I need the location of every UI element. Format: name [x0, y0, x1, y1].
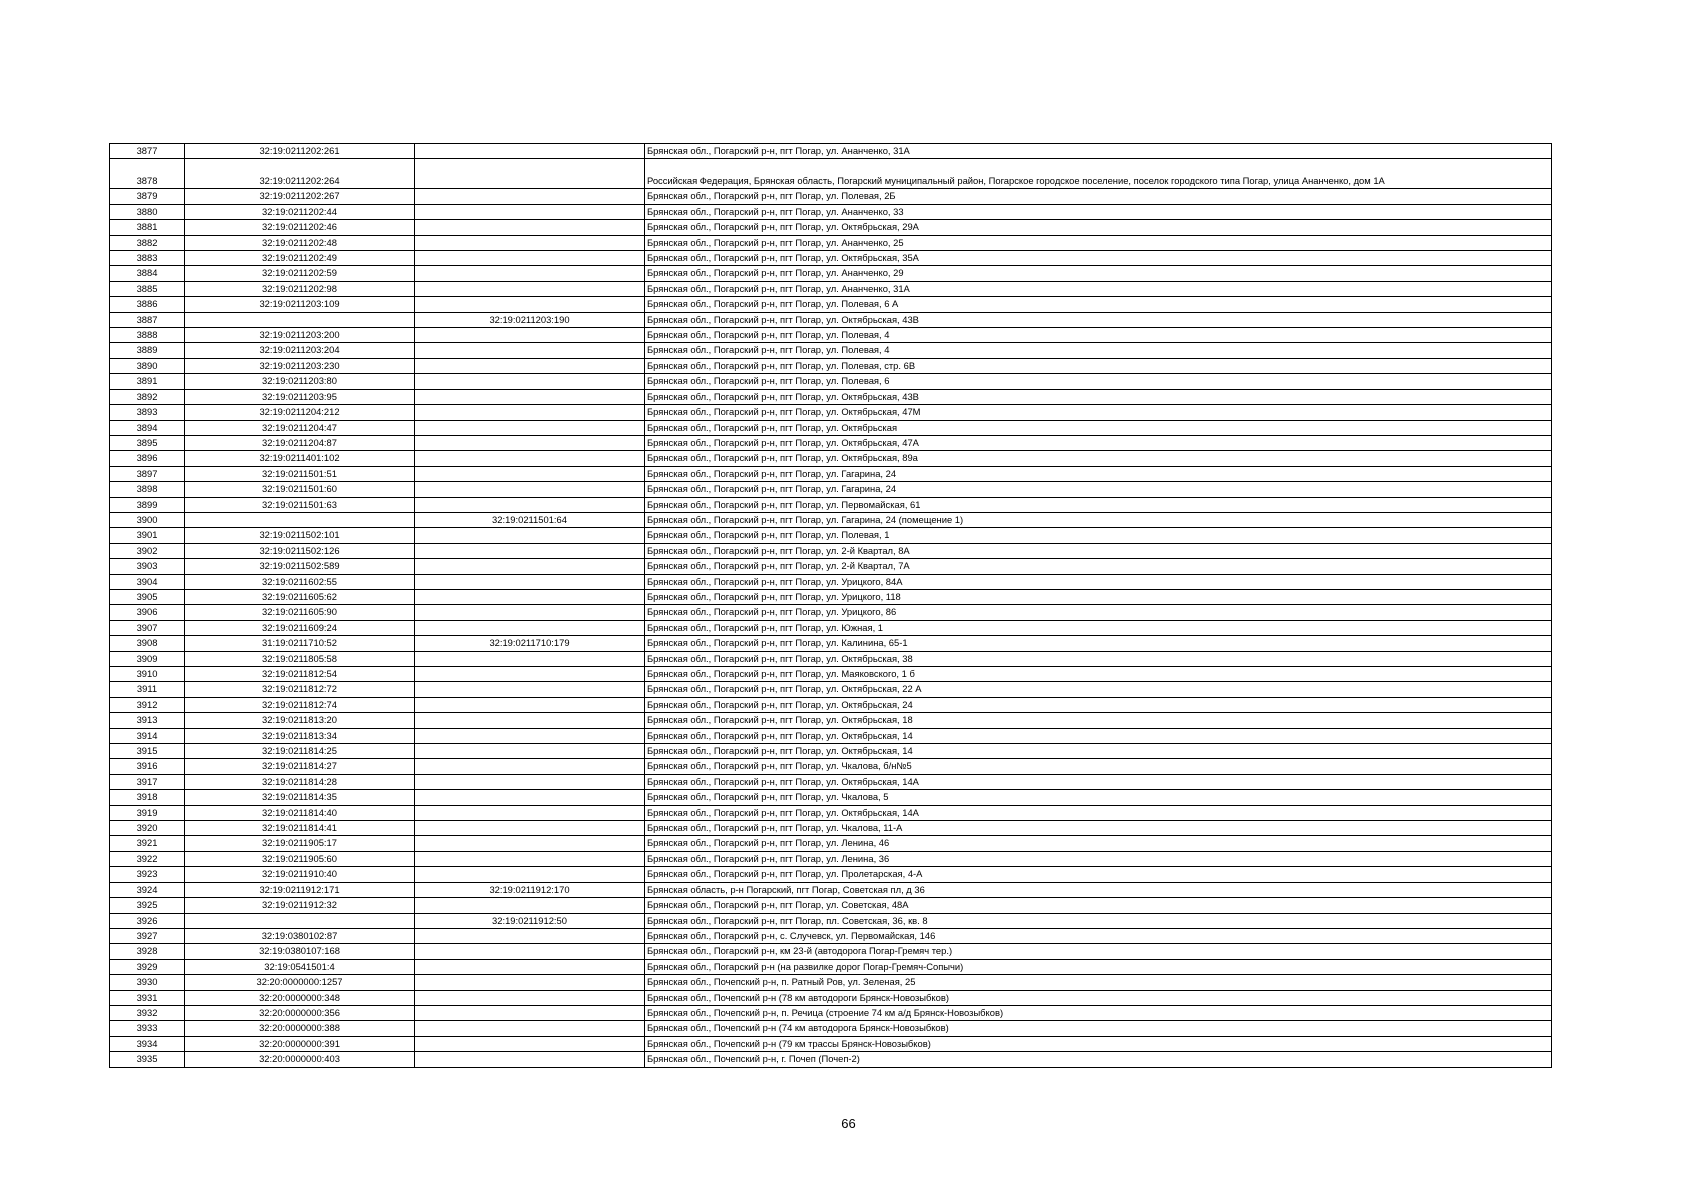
table-row: [110, 728, 1552, 743]
cadastral-number-cell: 32:19:0211910:40: [185, 867, 415, 882]
address-cell: Брянская обл., Погарский р-н, пгт Погар, ул. Ананченко, 25: [645, 235, 1552, 250]
related-cadastral-number-cell: [415, 589, 645, 604]
related-cadastral-number-cell: [415, 1021, 645, 1036]
row-number-cell: 3879: [110, 189, 185, 204]
related-cadastral-number-cell: [415, 466, 645, 481]
related-cadastral-number-cell: [415, 790, 645, 805]
address-cell: Брянская обл., Погарский р-н, пгт Погар, ул. Октябрьская, 89а: [645, 451, 1552, 466]
cadastral-number-cell: 32:19:0211905:60: [185, 851, 415, 866]
cadastral-number-cell: 32:19:0211605:90: [185, 605, 415, 620]
row-number-cell: 3929: [110, 959, 185, 974]
related-cadastral-number-cell: [415, 944, 645, 959]
related-cadastral-number-cell: 32:19:0211203:190: [415, 312, 645, 327]
cadastral-number-cell: [185, 512, 415, 527]
table-row: [110, 497, 1552, 512]
table-row: [110, 882, 1552, 897]
address-cell: Брянская обл., Погарский р-н, пгт Погар, ул. Октябрьская, 14А: [645, 774, 1552, 789]
address-cell: Брянская обл., Погарский р-н, пгт Погар, ул. Маяковского, 1 б: [645, 667, 1552, 682]
address-cell: Брянская обл., Погарский р-н, пгт Погар, ул. Ананченко, 29: [645, 266, 1552, 281]
address-cell: Брянская обл., Погарский р-н, пгт Погар, ул. Октябрьская, 14: [645, 744, 1552, 759]
related-cadastral-number-cell: [415, 543, 645, 558]
address-cell: Брянская обл., Погарский р-н, пгт Погар, пл. Советская, 36, кв. 8: [645, 913, 1552, 928]
row-number-cell: 3917: [110, 774, 185, 789]
address-cell: Брянская обл., Погарский р-н, пгт Погар, ул. Октябрьская, 35А: [645, 251, 1552, 266]
related-cadastral-number-cell: [415, 774, 645, 789]
cadastral-number-cell: 32:20:0000000:388: [185, 1021, 415, 1036]
cadastral-number-cell: 32:19:0211401:102: [185, 451, 415, 466]
related-cadastral-number-cell: [415, 574, 645, 589]
related-cadastral-number-cell: [415, 682, 645, 697]
table-row: [110, 312, 1552, 327]
row-number-cell: 3915: [110, 744, 185, 759]
related-cadastral-number-cell: [415, 851, 645, 866]
row-number-cell: 3920: [110, 821, 185, 836]
address-cell: Брянская обл., Погарский р-н, пгт Погар, ул. Ананченко, 31А: [645, 281, 1552, 296]
row-number-cell: 3902: [110, 543, 185, 558]
row-number-cell: 3935: [110, 1052, 185, 1067]
cadastral-number-cell: 32:19:0211812:72: [185, 682, 415, 697]
row-number-cell: 3898: [110, 482, 185, 497]
cadastral-number-cell: 32:19:0211814:28: [185, 774, 415, 789]
cadastral-number-cell: 32:20:0000000:348: [185, 990, 415, 1005]
cadastral-number-cell: 32:19:0211202:48: [185, 235, 415, 250]
related-cadastral-number-cell: [415, 959, 645, 974]
address-cell: Брянская обл., Погарский р-н, пгт Погар, ул. Октябрьская, 43В: [645, 312, 1552, 327]
row-number-cell: 3916: [110, 759, 185, 774]
table-row: [110, 805, 1552, 820]
row-number-cell: 3880: [110, 204, 185, 219]
cadastral-number-cell: 32:19:0211501:51: [185, 466, 415, 481]
table-row: [110, 713, 1552, 728]
table-row: [110, 451, 1552, 466]
address-cell: Брянская обл., Погарский р-н, пгт Погар, ул. Октябрьская, 47М: [645, 405, 1552, 420]
address-cell: Брянская обл., Почепский р-н, п. Речица (строение 74 км а/д Брянск-Новозыбков): [645, 1005, 1552, 1020]
address-cell: Брянская обл., Погарский р-н, пгт Погар, ул. Урицкого, 86: [645, 605, 1552, 620]
table-row: [110, 898, 1552, 913]
cadastral-number-cell: 32:19:0211202:98: [185, 281, 415, 296]
cadastral-number-cell: 32:19:0211202:44: [185, 204, 415, 219]
related-cadastral-number-cell: [415, 728, 645, 743]
address-cell: Брянская обл., Погарский р-н, пгт Погар, ул. Первомайская, 61: [645, 497, 1552, 512]
related-cadastral-number-cell: [415, 667, 645, 682]
address-cell: Брянская обл., Погарский р-н, с. Случевск, ул. Первомайская, 146: [645, 928, 1552, 943]
table-row: [110, 836, 1552, 851]
row-number-cell: 3933: [110, 1021, 185, 1036]
address-cell: Брянская обл., Погарский р-н, пгт Погар, ул. Октябрьская, 14: [645, 728, 1552, 743]
page-number: 66: [841, 1116, 856, 1131]
related-cadastral-number-cell: [415, 266, 645, 281]
related-cadastral-number-cell: [415, 805, 645, 820]
table-row: [110, 744, 1552, 759]
row-number-cell: 3906: [110, 605, 185, 620]
cadastral-number-cell: 32:20:0000000:403: [185, 1052, 415, 1067]
related-cadastral-number-cell: [415, 159, 645, 189]
cadastral-number-cell: 32:19:0211203:204: [185, 343, 415, 358]
address-cell: Российская Федерация, Брянская область, Погарский муниципальный район, Погарское городское поселение, поселок городского типа Погар, улица Ананченко, дом 1А: [645, 159, 1552, 189]
table-row: [110, 466, 1552, 481]
address-cell: Брянская обл., Погарский р-н, пгт Погар, ул. Гагарина, 24: [645, 466, 1552, 481]
cadastral-number-cell: 32:19:0211812:54: [185, 667, 415, 682]
cadastral-number-cell: 32:20:0000000:391: [185, 1036, 415, 1051]
row-number-cell: 3909: [110, 651, 185, 666]
cadastral-number-cell: 32:19:0211203:109: [185, 297, 415, 312]
related-cadastral-number-cell: [415, 990, 645, 1005]
row-number-cell: 3882: [110, 235, 185, 250]
address-cell: Брянская обл., Почепский р-н, г. Почеп (Почеп-2): [645, 1052, 1552, 1067]
cadastral-number-cell: 32:19:0211814:27: [185, 759, 415, 774]
row-number-cell: 3923: [110, 867, 185, 882]
related-cadastral-number-cell: [415, 759, 645, 774]
cadastral-number-cell: 32:19:0211905:17: [185, 836, 415, 851]
row-number-cell: 3931: [110, 990, 185, 1005]
row-number-cell: 3893: [110, 405, 185, 420]
related-cadastral-number-cell: [415, 144, 645, 159]
row-number-cell: 3907: [110, 620, 185, 635]
address-cell: Брянская обл., Погарский р-н, пгт Погар, ул. Полевая, 6: [645, 374, 1552, 389]
row-number-cell: 3878: [110, 159, 185, 189]
address-cell: Брянская обл., Почепский р-н, п. Ратный Ров, ул. Зеленая, 25: [645, 975, 1552, 990]
row-number-cell: 3889: [110, 343, 185, 358]
address-cell: Брянская обл., Погарский р-н, пгт Погар, ул. Октябрьская, 38: [645, 651, 1552, 666]
row-number-cell: 3877: [110, 144, 185, 159]
cadastral-number-cell: 32:19:0380107:168: [185, 944, 415, 959]
cadastral-number-cell: 32:19:0211814:25: [185, 744, 415, 759]
table-row: [110, 821, 1552, 836]
cadastral-number-cell: 32:20:0000000:356: [185, 1005, 415, 1020]
address-cell: Брянская обл., Почепский р-н (74 км автодорога Брянск-Новозыбков): [645, 1021, 1552, 1036]
address-cell: Брянская обл., Погарский р-н, пгт Погар, ул. Октябрьская, 43В: [645, 389, 1552, 404]
cadastral-number-cell: [185, 312, 415, 327]
row-number-cell: 3913: [110, 713, 185, 728]
table-row: [110, 913, 1552, 928]
cadastral-number-cell: 32:19:0211202:49: [185, 251, 415, 266]
registry-sheet: [109, 143, 1551, 1068]
table-row: [110, 790, 1552, 805]
address-cell: Брянская обл., Погарский р-н, пгт Погар, ул. Урицкого, 84А: [645, 574, 1552, 589]
address-cell: Брянская обл., Погарский р-н, пгт Погар, ул. Урицкого, 118: [645, 589, 1552, 604]
related-cadastral-number-cell: [415, 1052, 645, 1067]
table-row: [110, 867, 1552, 882]
address-cell: Брянская обл., Погарский р-н, пгт Погар, ул. Полевая, 4: [645, 328, 1552, 343]
row-number-cell: 3922: [110, 851, 185, 866]
row-number-cell: 3896: [110, 451, 185, 466]
row-number-cell: 3934: [110, 1036, 185, 1051]
address-cell: Брянская обл., Погарский р-н, пгт Погар, ул. 2-й Квартал, 7А: [645, 559, 1552, 574]
table-row: [110, 559, 1552, 574]
related-cadastral-number-cell: [415, 482, 645, 497]
row-number-cell: 3884: [110, 266, 185, 281]
cadastral-number-cell: 32:19:0211813:20: [185, 713, 415, 728]
address-cell: Брянская обл., Погарский р-н, пгт Погар, ул. Гагарина, 24 (помещение 1): [645, 512, 1552, 527]
address-cell: Брянская обл., Погарский р-н, пгт Погар, ул. Октябрьская, 22 А: [645, 682, 1552, 697]
table-row: [110, 266, 1552, 281]
related-cadastral-number-cell: [415, 836, 645, 851]
address-cell: Брянская обл., Погарский р-н, пгт Погар, ул. Калинина, 65-1: [645, 636, 1552, 651]
row-number-cell: 3910: [110, 667, 185, 682]
row-number-cell: 3912: [110, 697, 185, 712]
row-number-cell: 3892: [110, 389, 185, 404]
row-number-cell: 3901: [110, 528, 185, 543]
table-row: [110, 420, 1552, 435]
row-number-cell: 3885: [110, 281, 185, 296]
table-row: [110, 851, 1552, 866]
cadastral-number-cell: 32:19:0211814:41: [185, 821, 415, 836]
address-cell: Брянская обл., Погарский р-н, пгт Погар, ул. Полевая, стр. 6В: [645, 358, 1552, 373]
table-row: [110, 990, 1552, 1005]
cadastral-number-cell: 32:19:0211912:32: [185, 898, 415, 913]
row-number-cell: 3905: [110, 589, 185, 604]
address-cell: Брянская область, р-н Погарский, пгт Погар, Советская пл, д 36: [645, 882, 1552, 897]
row-number-cell: 3926: [110, 913, 185, 928]
cadastral-number-cell: 32:19:0211813:34: [185, 728, 415, 743]
related-cadastral-number-cell: [415, 451, 645, 466]
table-row: [110, 543, 1552, 558]
row-number-cell: 3924: [110, 882, 185, 897]
table-row: [110, 928, 1552, 943]
related-cadastral-number-cell: 32:19:0211912:170: [415, 882, 645, 897]
related-cadastral-number-cell: [415, 358, 645, 373]
related-cadastral-number-cell: [415, 697, 645, 712]
table-row: [110, 251, 1552, 266]
table-row: [110, 1052, 1552, 1067]
row-number-cell: 3919: [110, 805, 185, 820]
address-cell: Брянская обл., Погарский р-н, пгт Погар, ул. Ленина, 36: [645, 851, 1552, 866]
cadastral-number-cell: 32:19:0211814:40: [185, 805, 415, 820]
cadastral-number-cell: 32:19:0211501:60: [185, 482, 415, 497]
row-number-cell: 3895: [110, 435, 185, 450]
cadastral-number-cell: 32:19:0211502:126: [185, 543, 415, 558]
cadastral-number-cell: 32:19:0211204:212: [185, 405, 415, 420]
related-cadastral-number-cell: [415, 420, 645, 435]
cadastral-number-cell: 32:19:0211609:24: [185, 620, 415, 635]
related-cadastral-number-cell: [415, 744, 645, 759]
address-cell: Брянская обл., Погарский р-н, пгт Погар, ул. Полевая, 4: [645, 343, 1552, 358]
row-number-cell: 3887: [110, 312, 185, 327]
table-row: [110, 1005, 1552, 1020]
row-number-cell: 3900: [110, 512, 185, 527]
cadastral-number-cell: 32:19:0211814:35: [185, 790, 415, 805]
cadastral-number-cell: 32:19:0211203:230: [185, 358, 415, 373]
related-cadastral-number-cell: [415, 975, 645, 990]
related-cadastral-number-cell: [415, 1036, 645, 1051]
related-cadastral-number-cell: [415, 251, 645, 266]
table-row: [110, 574, 1552, 589]
address-cell: Брянская обл., Погарский р-н, пгт Погар, ул. 2-й Квартал, 8А: [645, 543, 1552, 558]
cadastral-number-cell: 32:19:0211602:55: [185, 574, 415, 589]
related-cadastral-number-cell: [415, 898, 645, 913]
related-cadastral-number-cell: [415, 435, 645, 450]
related-cadastral-number-cell: [415, 281, 645, 296]
table-row: [110, 512, 1552, 527]
cadastral-number-cell: 32:19:0541501:4: [185, 959, 415, 974]
address-cell: Брянская обл., Погарский р-н, пгт Погар, ул. Советская, 48А: [645, 898, 1552, 913]
table-row: [110, 235, 1552, 250]
address-cell: Брянская обл., Погарский р-н, пгт Погар, ул. Гагарина, 24: [645, 482, 1552, 497]
row-number-cell: 3918: [110, 790, 185, 805]
row-number-cell: 3888: [110, 328, 185, 343]
cadastral-number-cell: 32:19:0211805:58: [185, 651, 415, 666]
related-cadastral-number-cell: [415, 297, 645, 312]
row-number-cell: 3903: [110, 559, 185, 574]
table-row: [110, 297, 1552, 312]
related-cadastral-number-cell: [415, 189, 645, 204]
cadastral-number-cell: 32:19:0211502:589: [185, 559, 415, 574]
related-cadastral-number-cell: [415, 651, 645, 666]
row-number-cell: 3925: [110, 898, 185, 913]
table-row: [110, 435, 1552, 450]
related-cadastral-number-cell: [415, 497, 645, 512]
row-number-cell: 3932: [110, 1005, 185, 1020]
table-row: [110, 189, 1552, 204]
table-row: [110, 759, 1552, 774]
row-number-cell: 3883: [110, 251, 185, 266]
related-cadastral-number-cell: [415, 343, 645, 358]
table-row: [110, 589, 1552, 604]
row-number-cell: 3886: [110, 297, 185, 312]
table-row: [110, 605, 1552, 620]
related-cadastral-number-cell: [415, 928, 645, 943]
cadastral-number-cell: 32:19:0211202:261: [185, 144, 415, 159]
address-cell: Брянская обл., Погарский р-н, пгт Погар, ул. Пролетарская, 4-А: [645, 867, 1552, 882]
table-row: [110, 944, 1552, 959]
cadastral-number-cell: 32:19:0211202:59: [185, 266, 415, 281]
table-row: [110, 697, 1552, 712]
table-row: [110, 528, 1552, 543]
related-cadastral-number-cell: [415, 605, 645, 620]
table-row: [110, 204, 1552, 219]
cadastral-number-cell: 32:19:0211912:171: [185, 882, 415, 897]
address-cell: Брянская обл., Погарский р-н, пгт Погар, ул. Ленина, 46: [645, 836, 1552, 851]
cadastral-number-cell: [185, 913, 415, 928]
row-number-cell: 3921: [110, 836, 185, 851]
table-row: [110, 774, 1552, 789]
table-row: [110, 651, 1552, 666]
address-cell: Брянская обл., Погарский р-н, пгт Погар, ул. Чкалова, 11-А: [645, 821, 1552, 836]
cadastral-number-cell: 32:19:0211501:63: [185, 497, 415, 512]
related-cadastral-number-cell: [415, 405, 645, 420]
address-cell: Брянская обл., Погарский р-н (на развилке дорог Погар-Гремяч-Сопычи): [645, 959, 1552, 974]
row-number-cell: 3914: [110, 728, 185, 743]
row-number-cell: 3928: [110, 944, 185, 959]
address-cell: Брянская обл., Погарский р-н, пгт Погар, ул. Ананченко, 31А: [645, 144, 1552, 159]
table-row: [110, 1021, 1552, 1036]
row-number-cell: 3927: [110, 928, 185, 943]
table-row: [110, 636, 1552, 651]
related-cadastral-number-cell: [415, 528, 645, 543]
table-row: [110, 405, 1552, 420]
row-number-cell: 3904: [110, 574, 185, 589]
cadastral-number-cell: 32:19:0211202:267: [185, 189, 415, 204]
related-cadastral-number-cell: [415, 235, 645, 250]
cadastral-number-cell: 32:20:0000000:1257: [185, 975, 415, 990]
cadastral-number-cell: 32:19:0211204:47: [185, 420, 415, 435]
address-cell: Брянская обл., Погарский р-н, пгт Погар, ул. Полевая, 2Б: [645, 189, 1552, 204]
registry-table-body: [110, 144, 1552, 1068]
cadastral-number-cell: 32:19:0211502:101: [185, 528, 415, 543]
related-cadastral-number-cell: [415, 204, 645, 219]
related-cadastral-number-cell: [415, 867, 645, 882]
table-row: [110, 343, 1552, 358]
table-row: [110, 620, 1552, 635]
address-cell: Брянская обл., Погарский р-н, пгт Погар, ул. Ананченко, 33: [645, 204, 1552, 219]
table-row: [110, 682, 1552, 697]
address-cell: Брянская обл., Погарский р-н, пгт Погар, ул. Полевая, 6 А: [645, 297, 1552, 312]
cadastral-number-cell: 32:19:0211605:62: [185, 589, 415, 604]
cadastral-number-cell: 32:19:0211202:46: [185, 220, 415, 235]
table-row: [110, 482, 1552, 497]
cadastral-number-cell: 32:19:0211203:80: [185, 374, 415, 389]
cadastral-number-cell: 32:19:0380102:87: [185, 928, 415, 943]
table-row: [110, 281, 1552, 296]
related-cadastral-number-cell: [415, 821, 645, 836]
cadastral-number-cell: 31:19:0211710:52: [185, 636, 415, 651]
table-row: [110, 374, 1552, 389]
address-cell: Брянская обл., Погарский р-н, пгт Погар, ул. Октябрьская, 18: [645, 713, 1552, 728]
related-cadastral-number-cell: [415, 1005, 645, 1020]
table-row: [110, 667, 1552, 682]
address-cell: Брянская обл., Погарский р-н, пгт Погар, ул. Чкалова, б/н№5: [645, 759, 1552, 774]
related-cadastral-number-cell: [415, 389, 645, 404]
table-row: [110, 159, 1552, 189]
row-number-cell: 3911: [110, 682, 185, 697]
related-cadastral-number-cell: [415, 713, 645, 728]
row-number-cell: 3890: [110, 358, 185, 373]
row-number-cell: 3899: [110, 497, 185, 512]
table-row: [110, 975, 1552, 990]
related-cadastral-number-cell: [415, 559, 645, 574]
address-cell: Брянская обл., Погарский р-н, пгт Погар, ул. Октябрьская: [645, 420, 1552, 435]
address-cell: Брянская обл., Погарский р-н, км 23-й (автодорога Погар-Гремяч тер.): [645, 944, 1552, 959]
cadastral-number-cell: 32:19:0211203:200: [185, 328, 415, 343]
registry-table: [109, 143, 1552, 1068]
related-cadastral-number-cell: 32:19:0211710:179: [415, 636, 645, 651]
cadastral-number-cell: 32:19:0211204:87: [185, 435, 415, 450]
cadastral-number-cell: 32:19:0211203:95: [185, 389, 415, 404]
table-row: [110, 328, 1552, 343]
table-row: [110, 959, 1552, 974]
table-row: [110, 358, 1552, 373]
table-row: [110, 389, 1552, 404]
cadastral-number-cell: 32:19:0211202:264: [185, 159, 415, 189]
row-number-cell: 3908: [110, 636, 185, 651]
row-number-cell: 3930: [110, 975, 185, 990]
address-cell: Брянская обл., Погарский р-н, пгт Погар, ул. Полевая, 1: [645, 528, 1552, 543]
address-cell: Брянская обл., Погарский р-н, пгт Погар, ул. Октябрьская, 47А: [645, 435, 1552, 450]
address-cell: Брянская обл., Погарский р-н, пгт Погар, ул. Октябрьская, 14А: [645, 805, 1552, 820]
related-cadastral-number-cell: [415, 620, 645, 635]
row-number-cell: 3881: [110, 220, 185, 235]
address-cell: Брянская обл., Погарский р-н, пгт Погар, ул. Южная, 1: [645, 620, 1552, 635]
related-cadastral-number-cell: 32:19:0211501:64: [415, 512, 645, 527]
related-cadastral-number-cell: [415, 328, 645, 343]
related-cadastral-number-cell: 32:19:0211912:50: [415, 913, 645, 928]
row-number-cell: 3894: [110, 420, 185, 435]
table-row: [110, 220, 1552, 235]
table-row: [110, 1036, 1552, 1051]
cadastral-number-cell: 32:19:0211812:74: [185, 697, 415, 712]
address-cell: Брянская обл., Погарский р-н, пгт Погар, ул. Чкалова, 5: [645, 790, 1552, 805]
related-cadastral-number-cell: [415, 374, 645, 389]
row-number-cell: 3897: [110, 466, 185, 481]
address-cell: Брянская обл., Почепский р-н (79 км трассы Брянск-Новозыбков): [645, 1036, 1552, 1051]
address-cell: Брянская обл., Почепский р-н (78 км автодороги Брянск-Новозыбков): [645, 990, 1552, 1005]
related-cadastral-number-cell: [415, 220, 645, 235]
table-row: [110, 144, 1552, 159]
address-cell: Брянская обл., Погарский р-н, пгт Погар, ул. Октябрьская, 24: [645, 697, 1552, 712]
row-number-cell: 3891: [110, 374, 185, 389]
address-cell: Брянская обл., Погарский р-н, пгт Погар, ул. Октябрьская, 29А: [645, 220, 1552, 235]
